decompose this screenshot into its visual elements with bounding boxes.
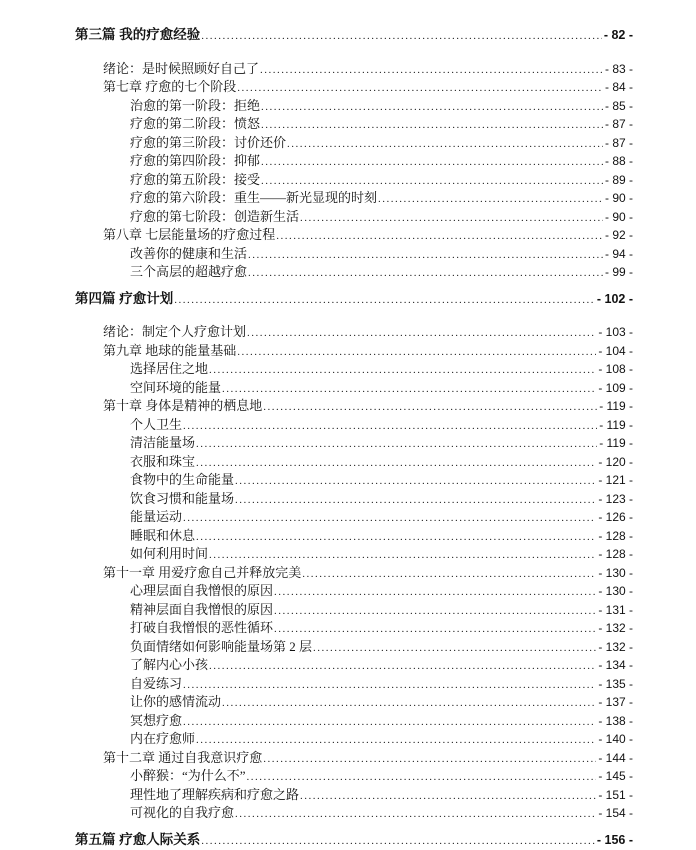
dot-leader xyxy=(260,61,603,80)
toc-entry-title: 第九章 地球的能量基础 xyxy=(103,342,236,361)
toc-entry[interactable] xyxy=(130,97,633,116)
toc-entry-title: 饮食习惯和能量场 xyxy=(130,490,234,509)
toc-entry-title: 精神层面自我憎恨的原因 xyxy=(130,601,273,620)
toc-entry-page: - 134 - xyxy=(598,656,633,675)
toc-entry-page: - 90 - xyxy=(605,189,633,208)
toc-entry-page: - 123 - xyxy=(598,490,633,509)
toc-entry[interactable] xyxy=(130,152,633,171)
toc-entry-title: 小醉猴：“为什么不” xyxy=(130,767,246,786)
toc-entry[interactable] xyxy=(130,545,633,564)
toc-entry-title: 让你的感情流动 xyxy=(130,693,221,712)
dot-leader xyxy=(276,227,603,246)
toc-entry-page: - 84 - xyxy=(605,78,633,97)
toc-entry-page: - 132 - xyxy=(598,619,633,638)
dot-leader xyxy=(183,417,597,436)
toc-entry-page: - 99 - xyxy=(605,263,633,282)
dot-leader xyxy=(300,209,603,228)
toc-entry[interactable] xyxy=(130,786,633,805)
toc-entry-title: 第十二章 通过自我意识疗愈 xyxy=(103,749,262,768)
toc-entry-page: - 144 - xyxy=(598,749,633,768)
toc-entry[interactable] xyxy=(130,582,633,601)
dot-leader xyxy=(183,509,596,528)
toc-entry-page: - 90 - xyxy=(605,208,633,227)
dot-leader xyxy=(378,190,603,209)
toc-entry[interactable] xyxy=(103,749,633,768)
toc-entry[interactable] xyxy=(130,245,633,264)
toc-entry[interactable] xyxy=(130,601,633,620)
toc-entry-page: - 131 - xyxy=(598,601,633,620)
dot-leader xyxy=(196,528,596,547)
dot-leader xyxy=(247,324,596,343)
dot-leader xyxy=(302,565,596,584)
dot-leader xyxy=(222,694,596,713)
toc-entry-page: - 119 - xyxy=(599,416,633,435)
toc-entry[interactable] xyxy=(103,342,633,361)
toc-entry-title: 第四篇 疗愈计划 xyxy=(75,290,173,309)
toc-entry-title: 疗愈的第二阶段：愤怒 xyxy=(130,115,260,134)
dot-leader xyxy=(247,768,597,787)
dot-leader xyxy=(274,620,596,639)
toc-entry[interactable] xyxy=(130,490,633,509)
toc-entry[interactable] xyxy=(130,263,633,282)
toc-entry-title: 睡眠和休息 xyxy=(130,527,195,546)
toc-entry-page: - 87 - xyxy=(605,115,633,134)
dot-leader xyxy=(196,435,597,454)
toc-entry[interactable] xyxy=(75,290,633,309)
toc-entry[interactable] xyxy=(130,189,633,208)
toc-entry[interactable] xyxy=(130,416,633,435)
toc-entry-page: - 154 - xyxy=(598,804,633,823)
toc-entry-page: - 108 - xyxy=(598,360,633,379)
dot-leader xyxy=(261,98,603,117)
dot-leader xyxy=(201,27,602,46)
toc-entry-page: - 83 - xyxy=(605,60,633,79)
toc-entry-page: - 109 - xyxy=(598,379,633,398)
dot-leader xyxy=(287,135,603,154)
dot-leader xyxy=(209,657,596,676)
toc-entry-page: - 156 - xyxy=(597,831,633,850)
toc-entry-page: - 102 - xyxy=(597,290,633,309)
toc-entry-title: 绪论：是时候照顾好自己了 xyxy=(103,60,259,79)
toc-entry[interactable] xyxy=(130,434,633,453)
toc-entry[interactable] xyxy=(130,471,633,490)
toc-entry-title: 清洁能量场 xyxy=(130,434,195,453)
toc-entry-title: 空间环境的能量 xyxy=(130,379,221,398)
toc-entry[interactable] xyxy=(130,767,633,786)
toc-entry[interactable] xyxy=(103,564,633,583)
dot-leader xyxy=(274,583,596,602)
toc-entry-page: - 128 - xyxy=(598,527,633,546)
toc-entry-page: - 85 - xyxy=(605,97,633,116)
toc-entry-title: 第七章 疗愈的七个阶段 xyxy=(103,78,236,97)
toc-entry[interactable] xyxy=(130,730,633,749)
dot-leader xyxy=(235,491,596,510)
dot-leader xyxy=(237,343,596,362)
toc-entry-title: 了解内心小孩 xyxy=(130,656,208,675)
toc-entry-page: - 92 - xyxy=(605,226,633,245)
toc-entry-title: 衣服和珠宝 xyxy=(130,453,195,472)
toc-entry-title: 如何利用时间 xyxy=(130,545,208,564)
toc-entry-title: 自爱练习 xyxy=(130,675,182,694)
toc-entry[interactable] xyxy=(130,115,633,134)
toc-entry-title: 冥想疗愈 xyxy=(130,712,182,731)
toc-entry[interactable] xyxy=(130,656,633,675)
toc-entry-title: 第十章 身体是精神的栖息地 xyxy=(103,397,262,416)
dot-leader xyxy=(235,805,596,824)
toc-entry-page: - 82 - xyxy=(604,26,633,45)
toc-entry-page: - 140 - xyxy=(598,730,633,749)
toc-entry[interactable] xyxy=(103,323,633,342)
toc-entry-title: 可视化的自我疗愈 xyxy=(130,804,234,823)
toc-entry-page: - 137 - xyxy=(598,693,633,712)
toc-entry[interactable] xyxy=(103,60,633,79)
toc-entry-page: - 89 - xyxy=(605,171,633,190)
dot-leader xyxy=(209,546,596,565)
toc-entry[interactable] xyxy=(75,831,633,850)
toc-entry-title: 食物中的生命能量 xyxy=(130,471,234,490)
toc-entry[interactable] xyxy=(130,638,633,657)
dot-leader xyxy=(201,832,595,850)
toc-entry[interactable] xyxy=(130,508,633,527)
dot-leader xyxy=(263,750,596,769)
toc-entry-title: 疗愈的第七阶段：创造新生活 xyxy=(130,208,299,227)
toc-entry-title: 第八章 七层能量场的疗愈过程 xyxy=(103,226,275,245)
toc-entry-page: - 128 - xyxy=(598,545,633,564)
dot-leader xyxy=(235,472,596,491)
toc-entry-page: - 121 - xyxy=(598,471,633,490)
toc-entry-page: - 88 - xyxy=(605,152,633,171)
dot-leader xyxy=(196,454,596,473)
toc-entry[interactable] xyxy=(130,527,633,546)
dot-leader xyxy=(183,713,596,732)
toc-entry-page: - 145 - xyxy=(598,767,633,786)
toc-entry-page: - 120 - xyxy=(598,453,633,472)
dot-leader xyxy=(248,246,603,265)
toc-entry[interactable] xyxy=(130,208,633,227)
toc-entry-title: 治愈的第一阶段：拒绝 xyxy=(130,97,260,116)
toc-entry-title: 个人卫生 xyxy=(130,416,182,435)
toc-entry-page: - 135 - xyxy=(598,675,633,694)
toc-entry-page: - 104 - xyxy=(598,342,633,361)
toc-entry-title: 疗愈的第六阶段：重生——新光显现的时刻 xyxy=(130,189,377,208)
toc-entry-page: - 94 - xyxy=(605,245,633,264)
dot-leader xyxy=(183,676,596,695)
toc-entry[interactable] xyxy=(130,693,633,712)
dot-leader xyxy=(261,116,603,135)
dot-leader xyxy=(274,602,596,621)
toc-entry-title: 三个高层的超越疗愈 xyxy=(130,263,247,282)
toc-entry[interactable] xyxy=(130,360,633,379)
dot-leader xyxy=(261,153,603,172)
toc-entry-title: 打破自我憎恨的恶性循环 xyxy=(130,619,273,638)
dot-leader xyxy=(263,398,597,417)
toc-entry-page: - 132 - xyxy=(598,638,633,657)
toc-entry[interactable] xyxy=(130,453,633,472)
toc-entry-page: - 130 - xyxy=(598,582,633,601)
toc-entry-page: - 138 - xyxy=(598,712,633,731)
toc-entry[interactable] xyxy=(130,171,633,190)
toc-entry-title: 改善你的健康和生活 xyxy=(130,245,247,264)
toc-entry-page: - 130 - xyxy=(598,564,633,583)
toc-entry[interactable] xyxy=(130,804,633,823)
dot-leader xyxy=(300,787,596,806)
dot-leader xyxy=(196,731,596,750)
toc-entry-title: 能量运动 xyxy=(130,508,182,527)
toc-entry-page: - 87 - xyxy=(605,134,633,153)
toc-entry[interactable] xyxy=(130,712,633,731)
toc-entry-title: 第三篇 我的疗愈经验 xyxy=(75,26,200,45)
toc-entry-title: 疗愈的第四阶段：抑郁 xyxy=(130,152,260,171)
toc-entry[interactable] xyxy=(103,397,633,416)
toc-entry-title: 疗愈的第三阶段：讨价还价 xyxy=(130,134,286,153)
toc-entry-title: 内在疗愈师 xyxy=(130,730,195,749)
dot-leader xyxy=(248,264,603,283)
dot-leader xyxy=(209,361,596,380)
toc-entry[interactable] xyxy=(130,675,633,694)
dot-leader xyxy=(313,639,596,658)
toc-entry[interactable] xyxy=(75,26,633,45)
dot-leader xyxy=(237,79,603,98)
dot-leader xyxy=(261,172,603,191)
toc-entry[interactable] xyxy=(103,78,633,97)
toc-entry-page: - 126 - xyxy=(598,508,633,527)
toc-entry-title: 疗愈的第五阶段：接受 xyxy=(130,171,260,190)
toc-entry[interactable] xyxy=(130,619,633,638)
toc-entry-title: 理性地了理解疾病和疗愈之路 xyxy=(130,786,299,805)
toc-entry-title: 负面情绪如何影响能量场第 2 层 xyxy=(130,638,312,657)
toc-entry-title: 心理层面自我憎恨的原因 xyxy=(130,582,273,601)
toc-entry-page: - 119 - xyxy=(599,434,633,453)
toc-entry-page: - 119 - xyxy=(599,397,633,416)
toc-entry-title: 第十一章 用爱疗愈自己并释放完美 xyxy=(103,564,301,583)
toc-entry[interactable] xyxy=(130,134,633,153)
toc-entry-title: 绪论：制定个人疗愈计划 xyxy=(103,323,246,342)
toc-entry-page: - 103 - xyxy=(598,323,633,342)
dot-leader xyxy=(174,291,595,310)
toc-entry[interactable] xyxy=(130,379,633,398)
toc-entry-title: 选择居住之地 xyxy=(130,360,208,379)
dot-leader xyxy=(222,380,596,399)
toc-entry-title: 第五篇 疗愈人际关系 xyxy=(75,831,200,850)
toc-entry-page: - 151 - xyxy=(598,786,633,805)
toc-entry[interactable] xyxy=(103,226,633,245)
